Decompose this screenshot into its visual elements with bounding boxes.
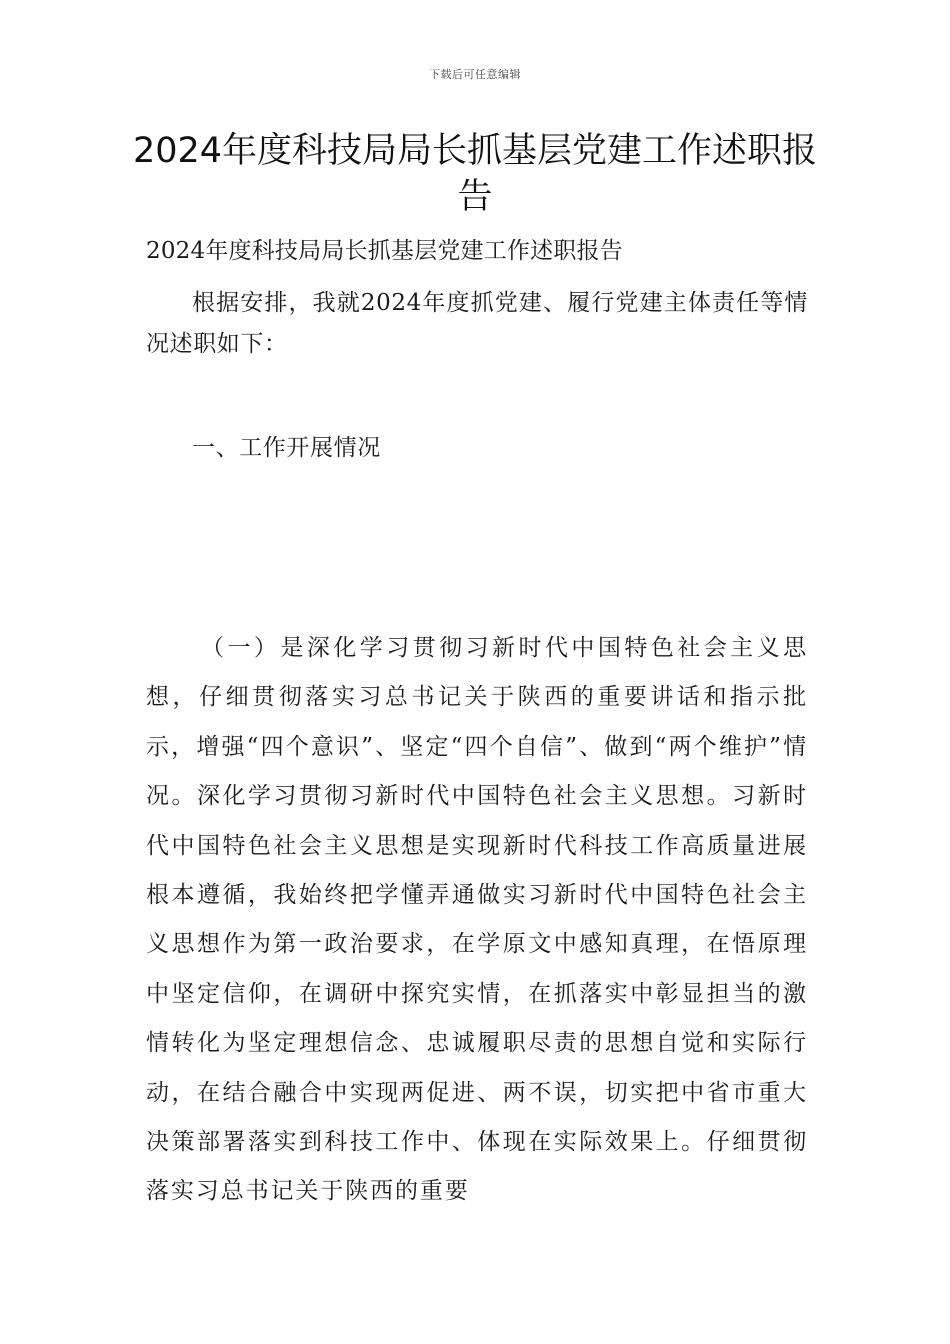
document-subtitle: 2024年度科技局局长抓基层党建工作述职报告 bbox=[146, 238, 623, 264]
body-paragraph: （一）是深化学习贯彻习新时代中国特色社会主义思想，仔细贯彻落实习总书记关于陕西的重要讲话和指示批示，增强“四个意识”、坚定“四个自信”、做到“两个维护”情况。深化学习贯彻习新时代中国特色社会主义思想。习新时代中国特色社会主义思想是实现新时代科技工作高质量进展根本遵循，我始终把学懂弄通做实习新时代中国特色社会主义思想作为第一政治要求，在学原文中感知真理，在悟原理中坚定信仰，在调研中探究实情，在抓落实中彰显担当的激情转化为坚定理想信念、忠诚履职尽责的思想自觉和实际行动，在结合融合中实现两促进、两不误，切实把中省市重大决策部署落实到科技工作中、体现在实际效果上。仔细贯彻落实习总书记关于陕西的重要 bbox=[146, 635, 808, 1205]
intro-paragraph: 根据安排，我就2024年度抓党建、履行党建主体责任等情况述职如下： bbox=[146, 290, 808, 357]
header-note: 下载后可任意编辑 bbox=[429, 68, 521, 81]
document-title: 2024年度科技局局长抓基层党建工作述职报告 bbox=[132, 131, 818, 217]
section-heading: 一、工作开展情况 bbox=[192, 435, 381, 461]
